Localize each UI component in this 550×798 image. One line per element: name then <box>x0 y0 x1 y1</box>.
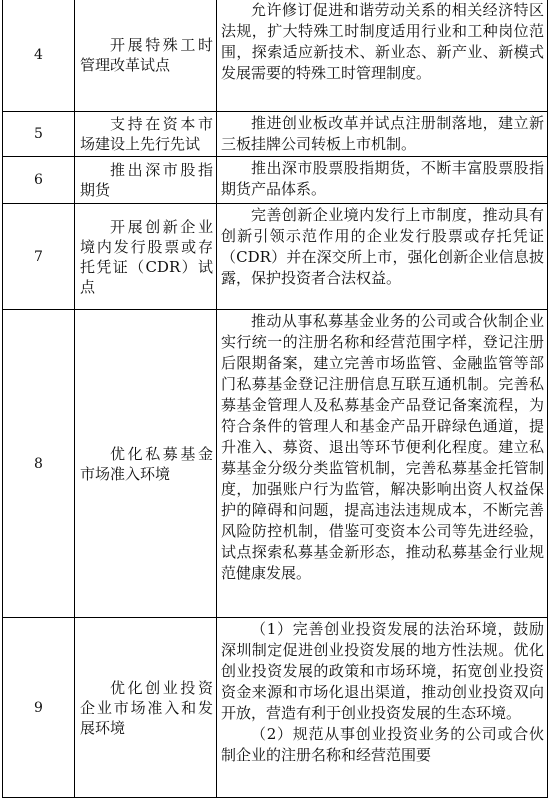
row-number: 5 <box>3 112 75 157</box>
row-description: 完善创新企业境内发行上市制度，推动具有创新引领示范作用的企业发行股票或存托凭证（CDR）并在深交所上市，强化创新企业信息披露，保护投资者合法权益。 <box>217 204 548 310</box>
row-number: 7 <box>3 204 75 310</box>
row-description: 推出深市股票股指期货，不断丰富股票股指期货产品体系。 <box>217 157 548 204</box>
row-number: 4 <box>3 0 75 112</box>
row-number: 6 <box>3 157 75 204</box>
table-row <box>3 310 548 618</box>
row-description: 允许修订促进和谐劳动关系的相关经济特区法规，扩大特殊工时制度适用行业和工种岗位范围，探索适应新技术、新业态、新产业、新模式发展需要的特殊工时管理制度。 <box>217 0 548 112</box>
row-item: 开展创新企业境内发行股票或存托凭证（CDR）试点 <box>75 204 217 310</box>
row-description: 推进创业板改革并试点注册制落地，建立新三板挂牌公司转板上市机制。 <box>217 112 548 157</box>
table-row <box>3 0 548 112</box>
row-item: 优化私募基金市场准入环境 <box>75 310 217 618</box>
table-row <box>3 112 548 157</box>
row-description <box>217 618 548 798</box>
row-number: 8 <box>3 310 75 618</box>
row-item: 开展特殊工时管理改革试点 <box>75 0 217 112</box>
table-row <box>3 157 548 204</box>
row-number: 9 <box>3 618 75 798</box>
row-item: 推出深市股指期货 <box>75 157 217 204</box>
row-description: 推动从事私募基金业务的公司或合伙制企业实行统一的注册名称和经营范围字样，登记注册后限期备案，建立完善市场监管、金融监管等部门私募基金登记注册信息互联互通机制。完善私募基金管理人及私募基金产品登记备案流程，为符合条件的管理人和基金产品开辟绿色通道，提升准入、募资、退出等环节便利化程度。建立私募基金分级分类监管机制，完善私募基金托管制度，加强账户行为监管，解决影响出资人权益保护的障碍和问题，提高违法违规成本，不断完善风险防控机制，借鉴可变资本公司等先进经验，试点探索私募基金新形态，推动私募基金行业规范健康发展。 <box>217 310 548 618</box>
table-row <box>3 204 548 310</box>
description-paragraph: （2）规范从事创业投资业务的公司或合伙制企业的注册名称和经营范围要 <box>221 725 544 764</box>
policy-table <box>2 0 548 798</box>
description-paragraph: （1）完善创业投资发展的法治环境，鼓励深圳制定促进创业投资发展的地方性法规。优化创业投资发展的政策和市场环境，拓宽创业投资资金来源和市场化退出渠道，推动创业投资双向开放，营造有利于创业投资发展的生态环境。 <box>221 620 544 722</box>
table-row <box>3 618 548 798</box>
row-item: 支持在资本市场建设上先行先试 <box>75 112 217 157</box>
row-item: 优化创业投资企业市场准入和发展环境 <box>75 618 217 798</box>
